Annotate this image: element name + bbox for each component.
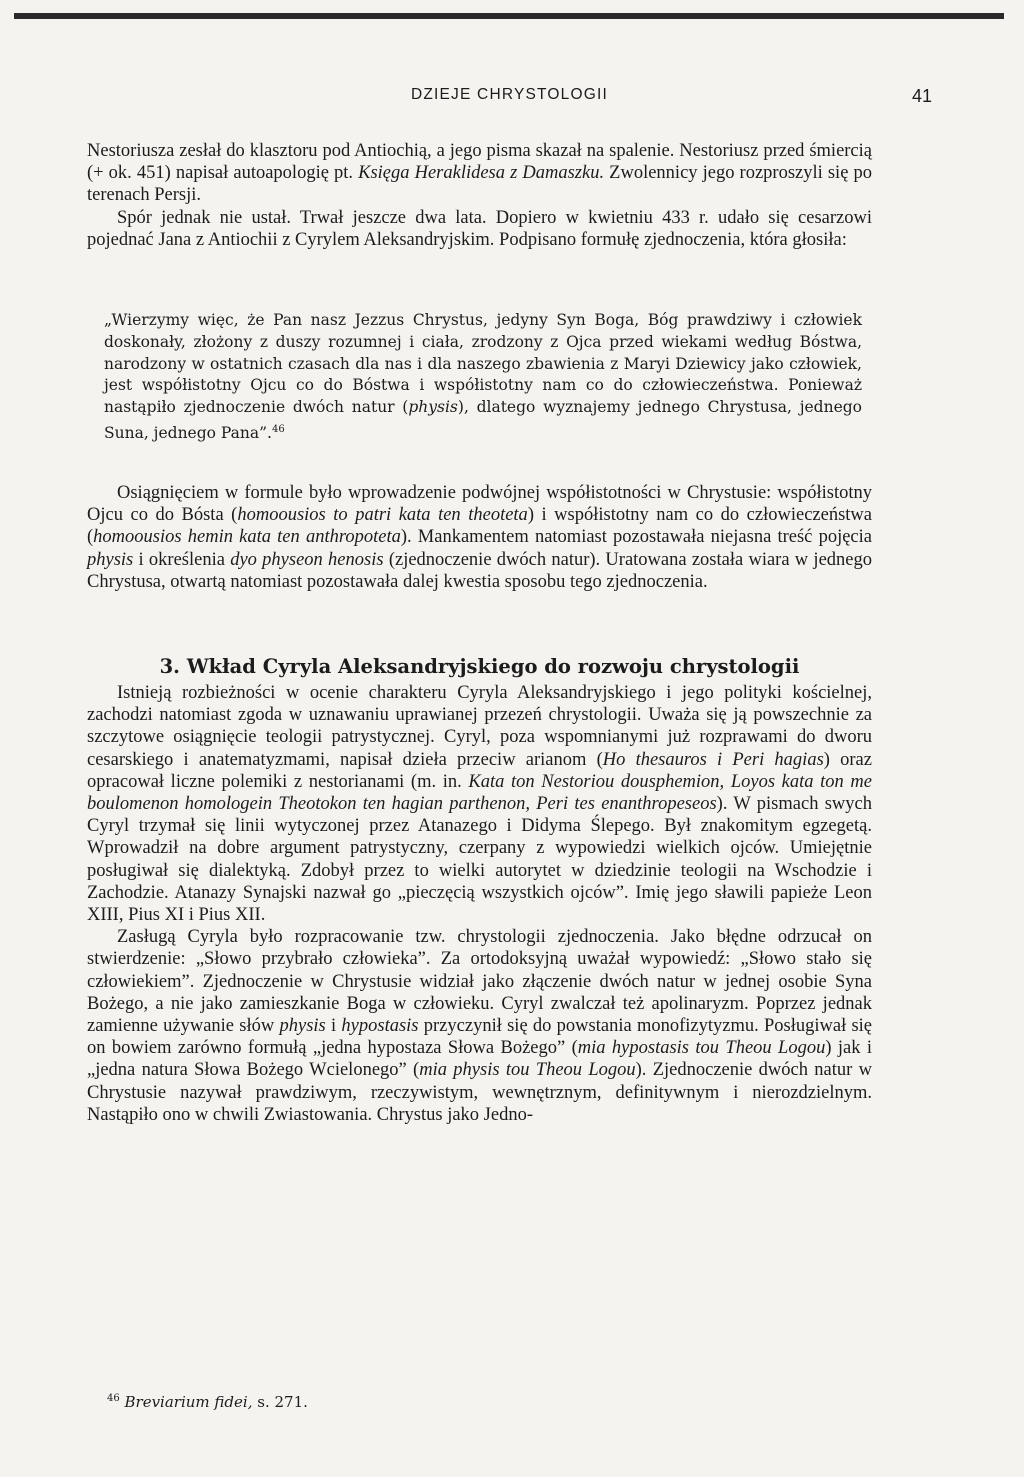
text-span: i określenia bbox=[133, 549, 231, 570]
text-span: ). Mankamentem natomiast pozostawała niejasna treść pojęcia bbox=[400, 527, 872, 548]
book-title: Księga Heraklidesa z Damaszku. bbox=[358, 163, 605, 184]
text-span: Zasługą Cyryla było rozpracowanie tzw. chrystologii zjednoczenia. Jako błędne odrzucał on stwierdzenie: „Słowo przybrało człowieka”. Za ortodoksyjną uważał wypowiedź: „Słowo stało się człowiekiem”. Zjednoczenie w Chrystusie widział jako złączenie dwóch natur w jednej osobie Syna Bożego, a nie jako zamieszkanie Boga w człowieku. Cyryl zwalczał też apolinaryzm. Poprzez jednak zamienne używanie słów bbox=[87, 927, 872, 1037]
term: Ho thesauros i Peri hagias bbox=[602, 749, 824, 770]
quote-text: „Wierzymy więc, że Pan nasz Jezzus Chrystus, jedyny Syn Boga, Bóg prawdziwy i człowiek doskonały, złożony z duszy rozumnej i ciała, zrodzony z Ojca przed wiekami według Bóstwa, narodzony w ostatnich czasach dla nas i dla naszego zbawienia z Maryi Dziewicy jako człowiek, jest współistotny Ojcu co do Bóstwa i współistotny nam co do człowieczeństwa. Ponieważ nastąpiło zjednoczenie dwóch natur ( bbox=[104, 311, 862, 417]
quote-term: physis bbox=[408, 398, 458, 417]
body-text-middle bbox=[87, 482, 872, 593]
footnote-title: Breviarium fidei, bbox=[124, 1393, 253, 1411]
term: physis bbox=[87, 549, 134, 570]
term: dyo physeon henosis bbox=[230, 549, 384, 570]
text-span: Nestoriusza zesłał do klasztoru pod Antiochią, a jego pisma skazał na spalenie. Nestoriusz przed śmiercią (+ ok. 451) napisał autoapologię pt. bbox=[87, 141, 872, 184]
term: homoousios to patri kata ten theoteta bbox=[237, 505, 528, 526]
term: homoousios hemin kata ten anthropoteta bbox=[93, 527, 401, 548]
section-heading: 3. Wkład Cyryla Aleksandryjskiego do rozwoju chrystologii bbox=[159, 655, 800, 678]
term: mia hypostasis tou Theou Logou bbox=[577, 1038, 826, 1059]
term: hypostasis bbox=[341, 1016, 419, 1037]
running-head bbox=[87, 86, 932, 110]
text-span: i bbox=[325, 1016, 342, 1037]
text-span: Istnieją rozbieżności w ocenie charakteru Cyryla Aleksandryjskiego i jego polityki kościelnej, zachodzi natomiast zgoda w uznawaniu uprawianej przezeń chrystologii. Uważa się ją powszechnie za szczytowe osiągnięcie teologii patrystycznej. Cyryl, poza wspomnianymi już rozprawami do dworu cesarskiego i anatematyzmami, napisał dzieła przeciw arianom ( bbox=[87, 683, 872, 770]
top-rule bbox=[14, 13, 1004, 19]
footnote-number: 46 bbox=[107, 1393, 120, 1404]
footnote-text: s. 271. bbox=[252, 1393, 308, 1411]
text-span: (zjednoczenie dwóch natur). Uratowana została wiara w jednego Chrystusa, otwartą natomiast pozostawała dalej kwestia sposobu tego zjednoczenia. bbox=[87, 549, 872, 592]
text-span: przyczynił się do powstania monofizytyzmu. Posługiwał się on bowiem zarówno formułą „jedna hypostaza Słowa Bożego” ( bbox=[87, 1016, 873, 1059]
running-title: DZIEJE CHRYSTOLOGII bbox=[410, 86, 609, 103]
paragraph bbox=[87, 926, 872, 1126]
block-quote bbox=[104, 310, 862, 445]
quote-text: ), dlatego wyznajemy jednego Chrystusa, jednego Suna, jednego Pana”. bbox=[104, 398, 862, 443]
term: Kata ton Nestoriou dousphemion, Loyos kata ton me boulomenon homologein Theotokon ten hagian parthenon, Peri tes enanthropeseos bbox=[87, 771, 872, 815]
paragraph: Spór jednak nie ustał. Trwał jeszcze dwa lata. Dopiero w kwietniu 433 r. udało się cesarzowi pojednać Jana z Antiochii z Cyrylem Aleksandryjskim. Podpisano formułę zjednoczenia, która głosiła: bbox=[87, 207, 872, 250]
footnote bbox=[107, 1393, 308, 1411]
term: physis bbox=[279, 1016, 326, 1037]
body-text-top bbox=[87, 140, 872, 251]
paragraph bbox=[87, 140, 872, 207]
footnote-reference: 46 bbox=[271, 423, 285, 435]
text-span: Zwolennicy jego rozproszyli się po terenach Persji. bbox=[87, 163, 872, 206]
text-span: ). Zjednoczenie dwóch natur w Chrystusie nazywał prawdziwym, rzeczywistym, wewnętrznym, definitywnym i nierozdzielnym. Nastąpiło ono w chwili Zwiastowania. Chrystus jako Jedno- bbox=[87, 1060, 872, 1125]
paragraph bbox=[87, 682, 872, 926]
body-text-bottom bbox=[87, 682, 872, 1126]
term: mia physis tou Theou Logou bbox=[419, 1060, 636, 1081]
text-span: ). W pismach swych Cyryl trzymał się linii wytyczonej przez Atanazego i Didyma Ślepego. Był znakomitym egzegetą. Wprowadził na dobre argument patrystyczny, czerpany z wypowiedzi wielkich ojców. Umiejętnie posługiwał się dialektyką. Zdobył przez to wielki autorytet w dziedzinie teologii na Wschodzie i Zachodzie. Atanazy Synajski nazwał go „pieczęcią wszystkich ojców”. Imię jego sławili papieże Leon XIII, Pius XI i Pius XII. bbox=[87, 794, 872, 926]
text-span: Osiągnięciem w formule było wprowadzenie podwójnej współistotności w Chrystusie: współistotny Ojcu co do Bósta ( bbox=[87, 483, 872, 526]
page-number: 41 bbox=[911, 86, 932, 106]
text-span: ) jak i „jedna natura Słowa Bożego Wcielonego” ( bbox=[87, 1038, 872, 1081]
paragraph bbox=[87, 482, 872, 593]
text-span: ) i współistotny nam co do człowieczeństwa ( bbox=[87, 505, 872, 548]
text-span: ) oraz opracował liczne polemiki z nestorianami (m. in. bbox=[87, 749, 872, 792]
